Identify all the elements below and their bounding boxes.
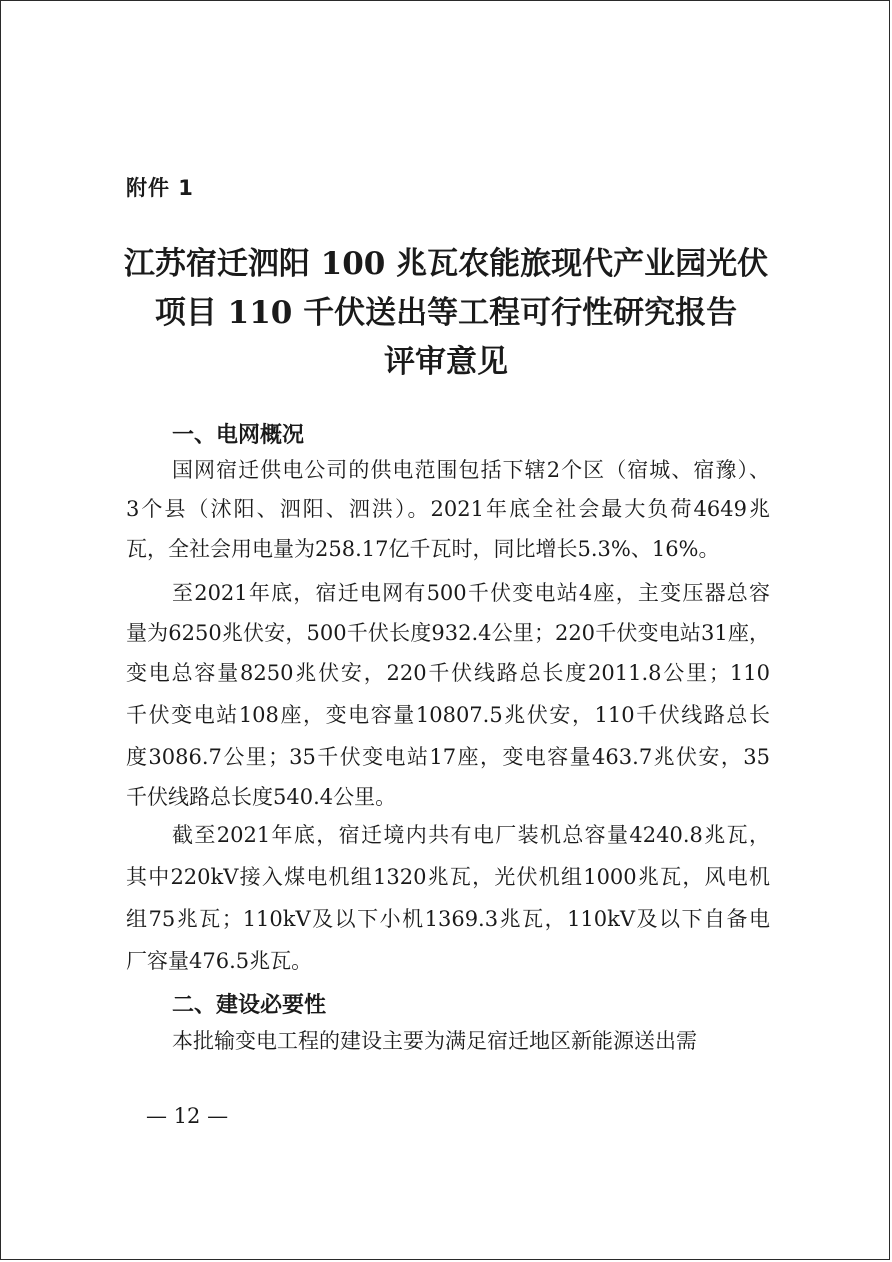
section-heading: 二、建设必要性 [172, 993, 327, 1018]
paragraph-line: 本批输变电工程的建设主要为满足宿迁地区新能源送出需 [172, 1029, 697, 1053]
paragraph-line: 千伏变电站108座，变电容量10807.5兆伏安，110千伏线路总长 [126, 703, 770, 727]
title-line: 评审意见 [384, 344, 508, 380]
paragraph-line: 厂容量476.5兆瓦。 [126, 949, 313, 973]
document-title [100, 240, 792, 387]
page-number: — 12 — [146, 1104, 229, 1128]
paragraph-line: 组75兆瓦；110kV及以下小机1369.3兆瓦，110kV及以下自备电 [126, 907, 770, 931]
paragraph-line: 千伏线路总长度540.4公里。 [126, 785, 397, 809]
attachment-label: 附件 1 [126, 176, 194, 200]
paragraph-line: 瓦，全社会用电量为258.17亿千瓦时，同比增长5.3%、16%。 [126, 537, 720, 561]
paragraph-line: 至2021年底，宿迁电网有500千伏变电站4座，主变压器总容 [172, 581, 770, 605]
section-heading: 一、电网概况 [172, 423, 305, 448]
paragraph-line: 变电总容量8250兆伏安，220千伏线路总长度2011.8公里；110 [126, 661, 770, 685]
paragraph-line: 其中220kV接入煤电机组1320兆瓦，光伏机组1000兆瓦，风电机 [126, 865, 770, 889]
title-line: 项目 110 千伏送出等工程可行性研究报告 [154, 295, 738, 331]
paragraph-line: 截至2021年底，宿迁境内共有电厂装机总容量4240.8兆瓦， [172, 823, 770, 847]
paragraph-line: 3个县（沭阳、泗阳、泗洪）。2021年底全社会最大负荷4649兆 [126, 497, 770, 521]
paragraph-line: 度3086.7公里；35千伏变电站17座，变电容量463.7兆伏安，35 [126, 745, 770, 769]
title-line: 江苏宿迁泗阳 100 兆瓦农能旅现代产业园光伏 [123, 246, 769, 282]
paragraph-line: 量为6250兆伏安，500千伏长度932.4公里；220千伏变电站31座， [126, 621, 770, 645]
paragraph-line: 国网宿迁供电公司的供电范围包括下辖2个区（宿城、宿豫）、 [172, 458, 770, 482]
